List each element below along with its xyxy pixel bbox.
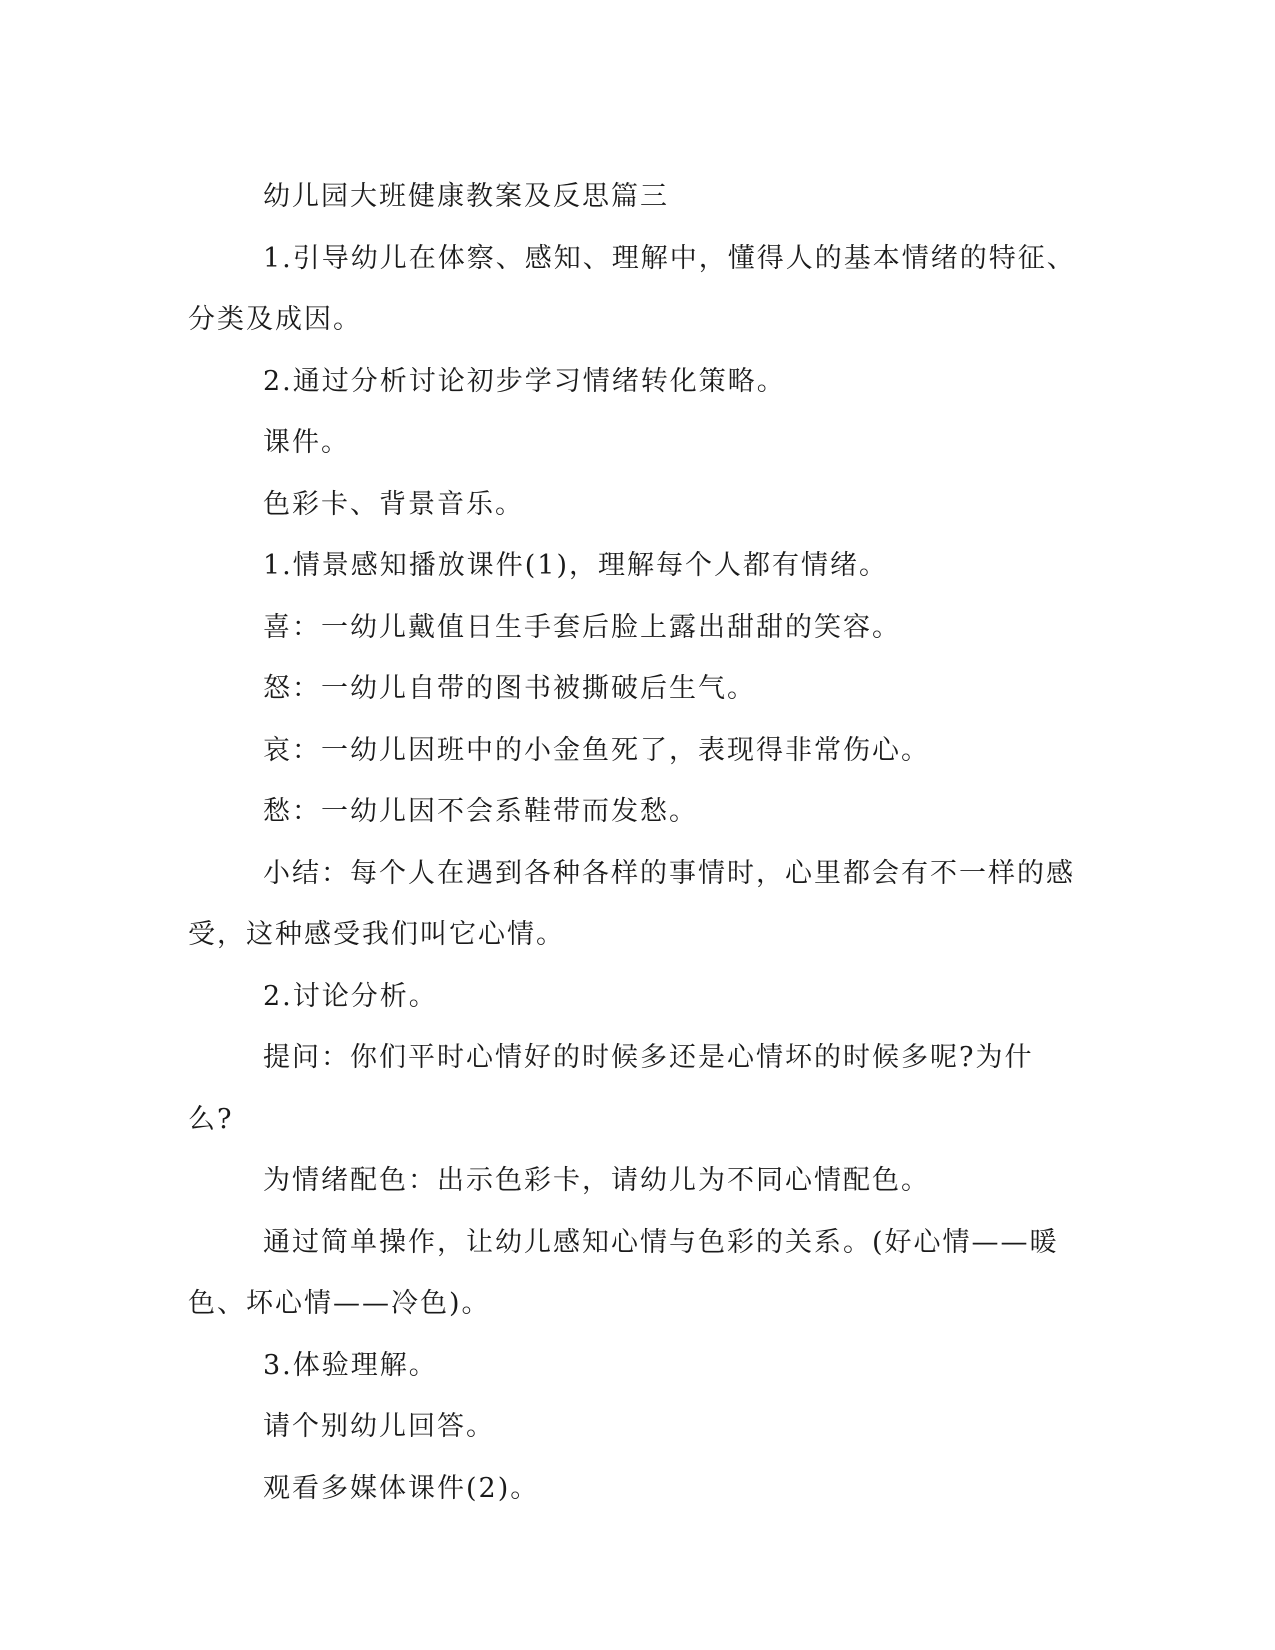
paragraph-worry: 愁：一幼儿因不会系鞋带而发愁。 [263, 796, 698, 827]
paragraph-summary: 小结：每个人在遇到各种各样的事情时，心里都会有不一样的感受，这种感受我们叫它心情。 [188, 857, 1075, 950]
paragraph-sorrow: 哀：一幼儿因班中的小金鱼死了，表现得非常伤心。 [263, 734, 930, 766]
paragraph-joy: 喜：一幼儿戴值日生手套后脸上露出甜甜的笑容。 [263, 611, 901, 643]
paragraph-step-3: 3.体验理解。 [263, 1349, 438, 1381]
paragraph-prep-courseware: 课件。 [263, 427, 350, 458]
document-title: 幼儿园大班健康教案及反思篇三 [263, 181, 669, 212]
paragraph-objective-2: 2.通过分析讨论初步学习情绪转化策略。 [263, 365, 786, 397]
paragraph-question: 提问：你们平时心情好的时候多还是心情坏的时候多呢?为什么? [188, 1042, 1034, 1135]
paragraph-step-1: 1.情景感知播放课件(1)，理解每个人都有情绪。 [263, 550, 889, 581]
paragraph-watch-courseware: 观看多媒体课件(2)。 [263, 1472, 540, 1504]
document-body [188, 166, 1078, 1519]
paragraph-operation: 通过简单操作，让幼儿感知心情与色彩的关系。(好心情——暖色、坏心情——冷色)。 [188, 1226, 1059, 1319]
paragraph-objective-1: 1.引导幼儿在体察、感知、理解中，懂得人的基本情绪的特征、分类及成因。 [188, 242, 1076, 335]
paragraph-color-matching: 为情绪配色：出示色彩卡，请幼儿为不同心情配色。 [263, 1165, 930, 1196]
paragraph-answer: 请个别幼儿回答。 [263, 1411, 495, 1442]
paragraph-step-2: 2.讨论分析。 [263, 980, 438, 1012]
paragraph-prep-materials: 色彩卡、背景音乐。 [263, 488, 524, 520]
paragraph-anger: 怒：一幼儿自带的图书被撕破后生气。 [263, 673, 756, 704]
